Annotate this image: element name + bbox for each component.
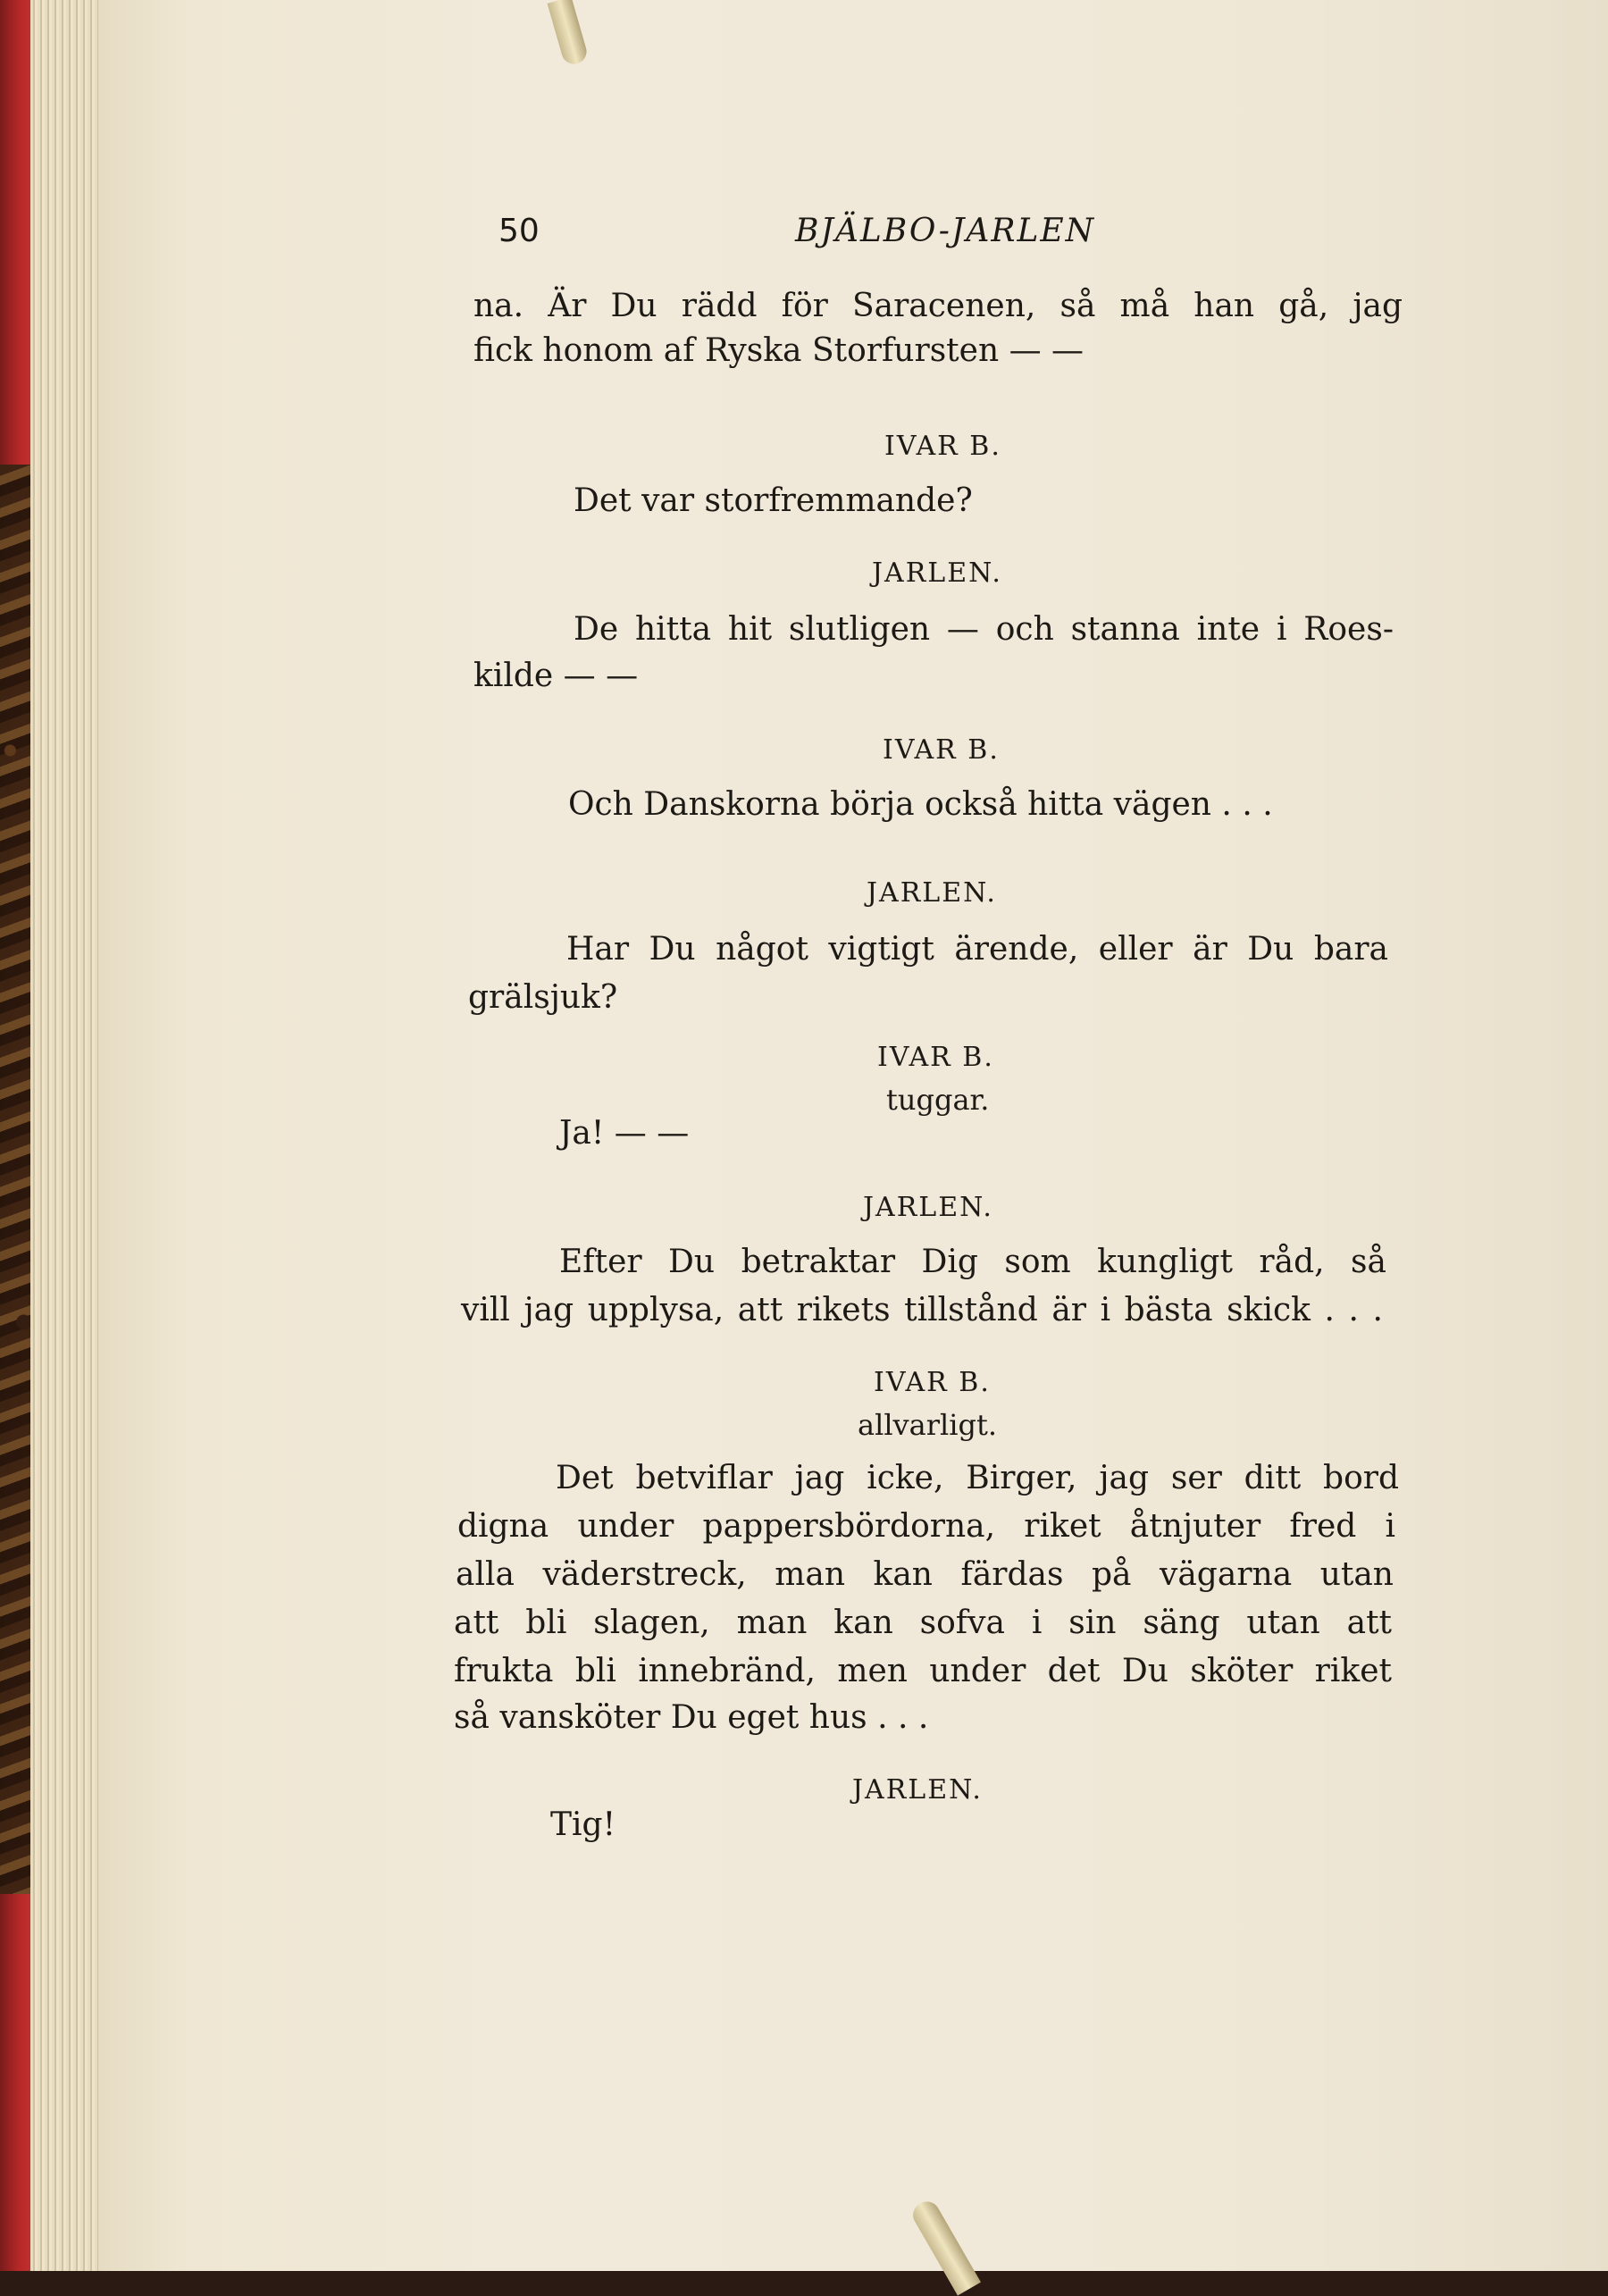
page-number: 50 <box>498 213 540 249</box>
text-line: vill jag upplysa, att rikets tillstånd är i bästa skick . . . <box>461 1292 1383 1328</box>
text-line: Det var storfremmande? <box>574 482 973 519</box>
text-line: Efter Du betraktar Dig som kungligt råd, så <box>559 1244 1386 1280</box>
marbled-cover <box>0 465 34 1894</box>
speaker-name: IVAR B. <box>883 734 1000 766</box>
speaker-name: IVAR B. <box>877 1042 994 1073</box>
text-line: digna under pappersbördorna, riket åtnjuter fred i <box>457 1508 1395 1545</box>
text-line: Har Du något vigtigt ärende, eller är Du bara <box>566 931 1388 968</box>
running-header <box>473 213 1420 257</box>
text-line: De hitta hit slutligen — och stanna inte i Roes- <box>574 611 1394 648</box>
text-line: grälsjuk? <box>468 979 618 1016</box>
stage-direction: allvarligt. <box>858 1408 997 1442</box>
speaker-name: IVAR B. <box>884 431 1001 462</box>
text-line: Och Danskorna börja också hitta vägen . . . <box>568 786 1273 823</box>
text-line: så vansköter Du eget hus . . . <box>454 1699 929 1736</box>
stage-direction: tuggar. <box>886 1083 990 1117</box>
text-line: fick honom af Ryska Storfursten — — <box>473 332 1085 369</box>
speaker-name: JARLEN. <box>872 557 1002 589</box>
text-line: att bli slagen, man kan sofva i sin säng utan att <box>454 1605 1392 1641</box>
speaker-name: JARLEN. <box>867 877 997 909</box>
text-line: alla väderstreck, man kan färdas på vägarna utan <box>456 1556 1394 1593</box>
text-line: frukta bli innebränd, men under det Du sköter riket <box>454 1653 1392 1689</box>
text-line: Ja! — — <box>559 1115 690 1152</box>
text-line: Det betviflar jag icke, Birger, jag ser ditt bord <box>556 1460 1399 1496</box>
speaker-name: JARLEN. <box>863 1192 993 1223</box>
speaker-name: JARLEN. <box>852 1774 983 1806</box>
book-title: BJÄLBO-JARLEN <box>795 213 1096 249</box>
text-line: kilde — — <box>473 658 639 694</box>
text-line: Tig! <box>550 1806 616 1843</box>
text-line: na. Är Du rädd för Saracenen, så må han gå, jag <box>473 288 1403 324</box>
speaker-name: IVAR B. <box>874 1367 991 1398</box>
